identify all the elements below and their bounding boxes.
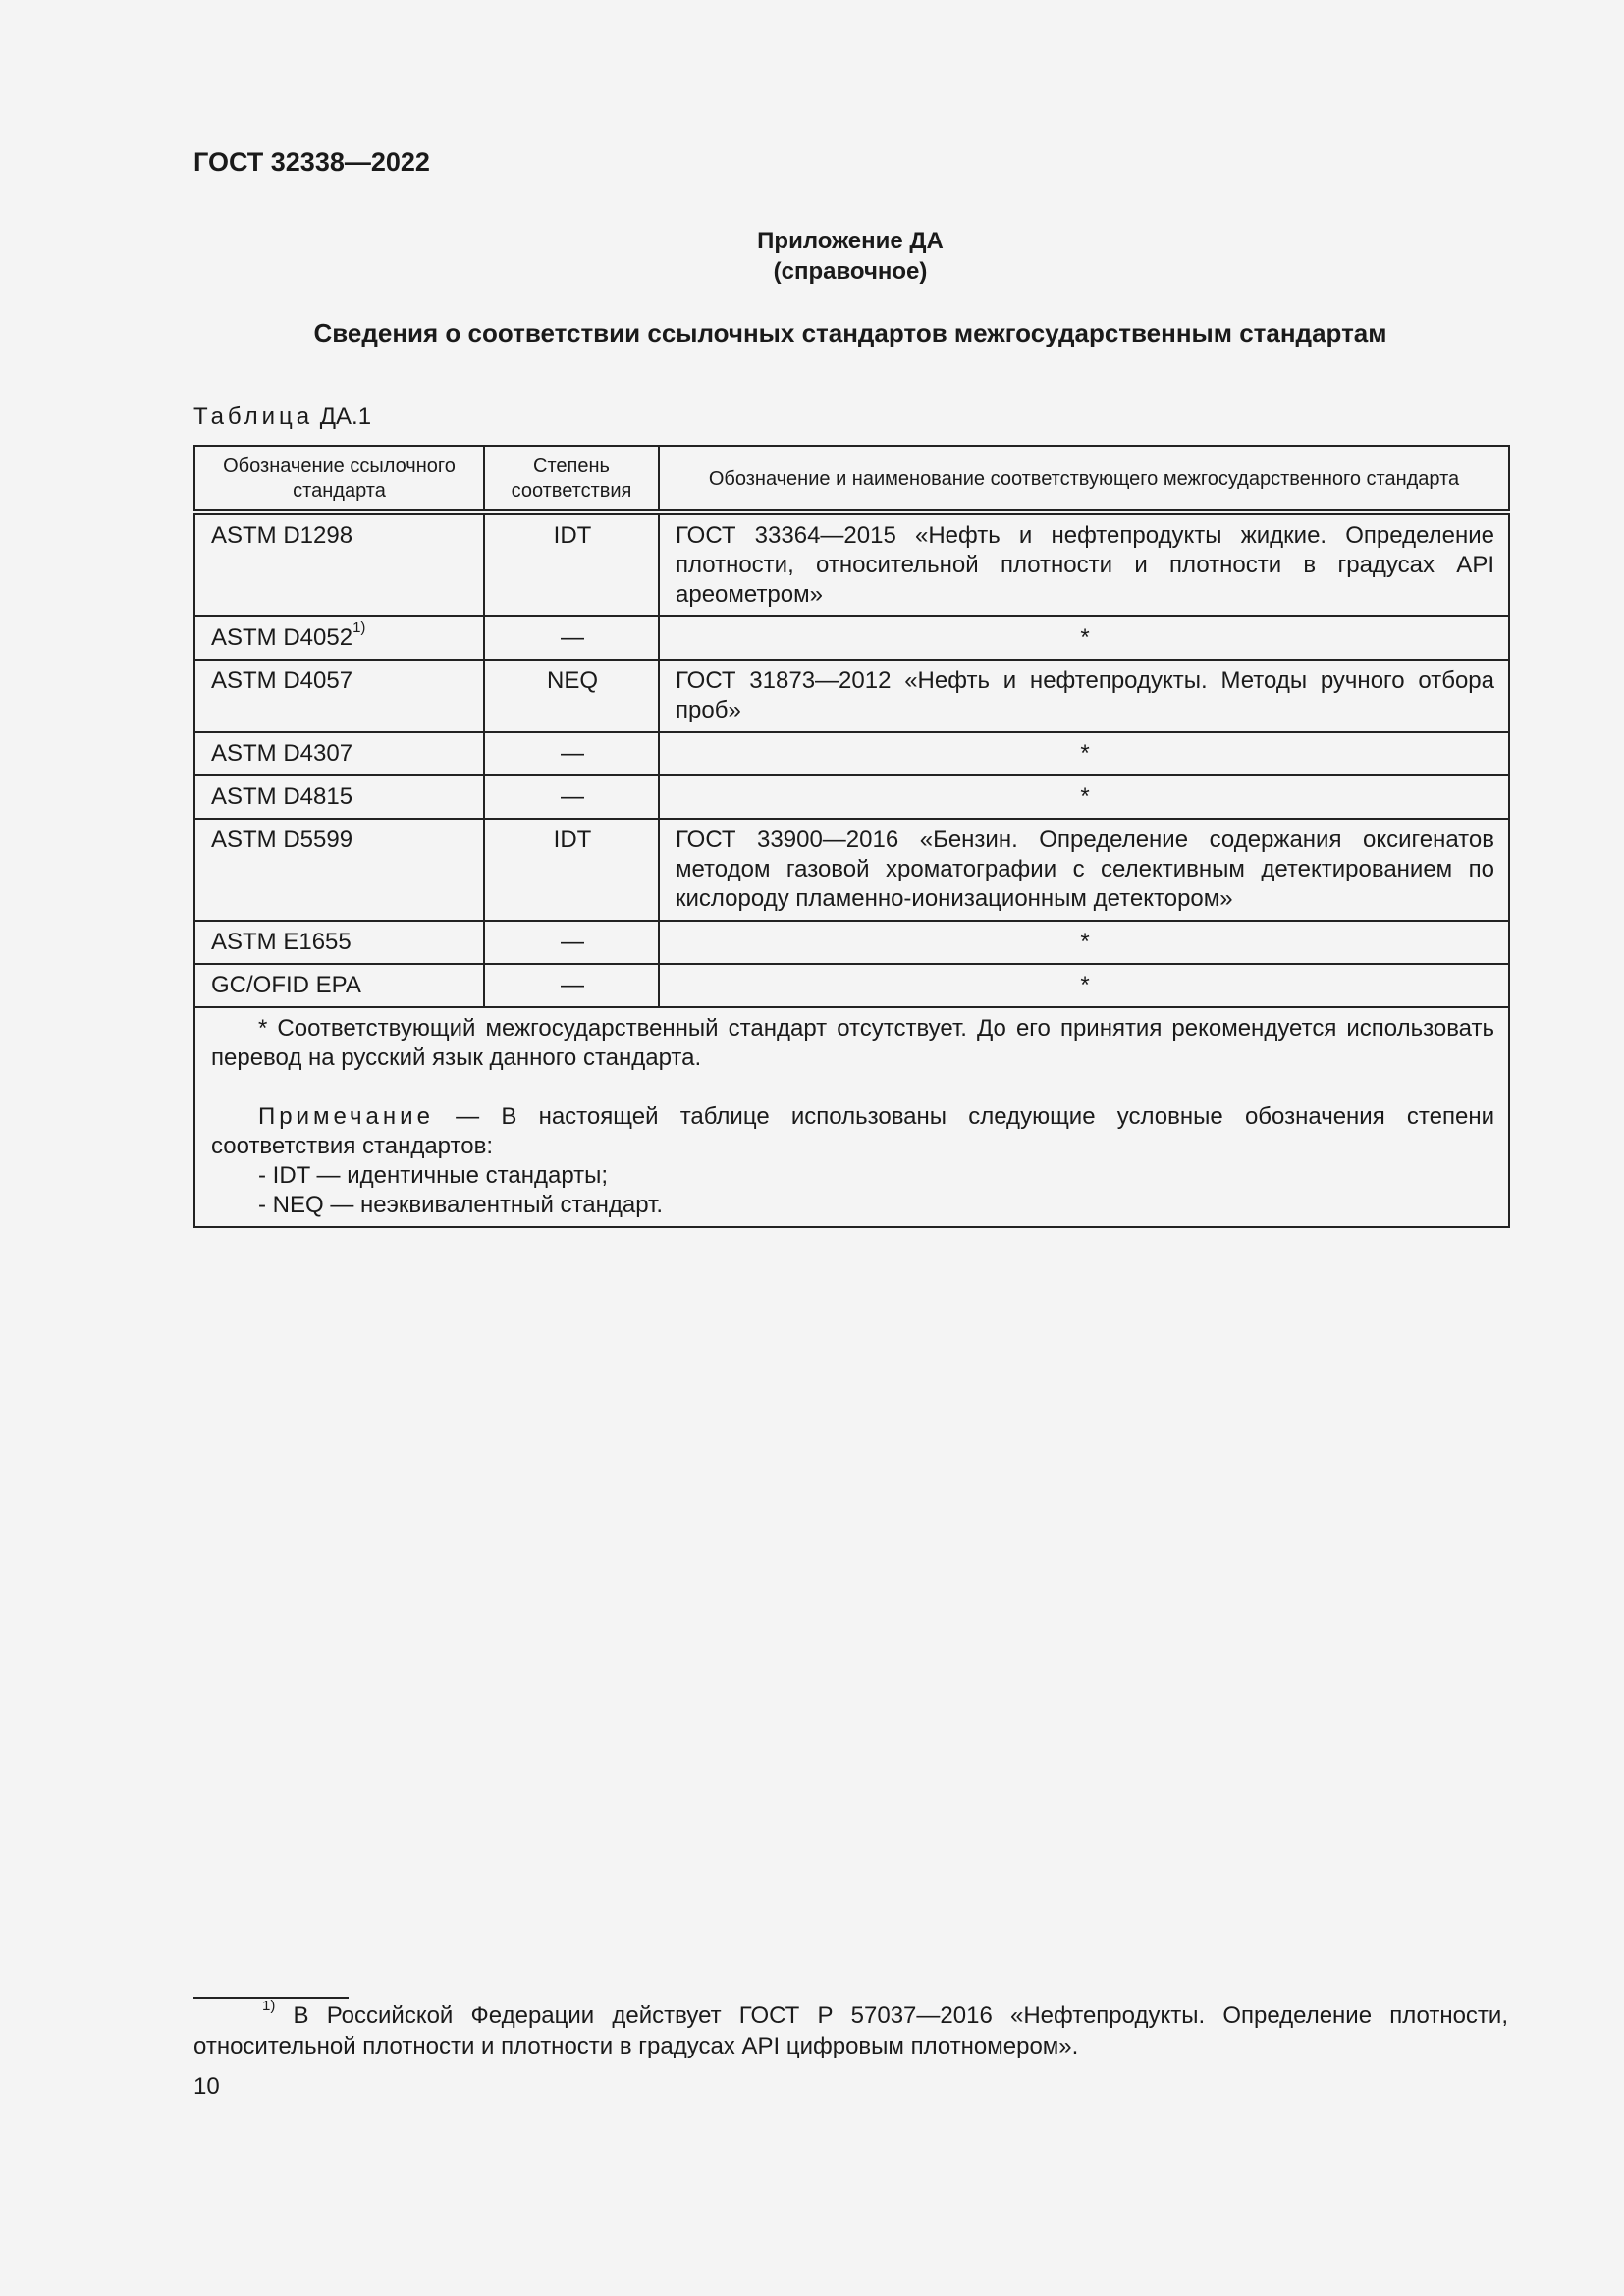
table-row	[194, 732, 1509, 775]
appendix-subtitle: (справочное)	[773, 258, 928, 285]
table-notes	[194, 1007, 1509, 1227]
header-degree: Степень соответствия	[484, 446, 659, 512]
table-caption	[193, 403, 371, 431]
degree-cell: —	[484, 775, 659, 819]
header-interstate-standard: Обозначение и наименование соответствующего межгосударственного стандарта	[659, 446, 1509, 512]
note-paragraph	[211, 1102, 1494, 1161]
table-row	[194, 921, 1509, 964]
note-text: — В настоящей таблице использованы следующие условные обозначения степени соответствия стандартов:	[211, 1103, 1494, 1159]
degree-cell: —	[484, 616, 659, 660]
ref-standard: ASTM D4052	[211, 624, 353, 651]
interstate-standard-cell: *	[659, 921, 1509, 964]
note-item: - NEQ — неэквивалентный стандарт.	[258, 1192, 664, 1218]
ref-standard-cell	[194, 512, 484, 616]
interstate-standard-cell: *	[659, 616, 1509, 660]
table-row	[194, 964, 1509, 1007]
ref-standard-cell	[194, 775, 484, 819]
interstate-standard-cell: ГОСТ 33900—2016 «Бензин. Определение содержания оксигенатов методом газовой хроматографии с селективным детектированием по кислороду пламенно-ионизационным детектором»	[659, 819, 1509, 921]
ref-standard: GC/OFID EPA	[211, 972, 361, 998]
note-list	[211, 1161, 1494, 1220]
table-row	[194, 819, 1509, 921]
ref-standard: ASTM D4057	[211, 667, 353, 694]
ref-standard-cell	[194, 732, 484, 775]
star-note: * Соответствующий межгосударственный стандарт отсутствует. До его принятия рекомендуется использовать перевод на русский язык данного стандарта.	[211, 1015, 1494, 1071]
table-notes-row	[194, 1007, 1509, 1227]
header-ref-standard: Обозначение ссылочного стандарта	[194, 446, 484, 512]
ref-standard: ASTM D4307	[211, 740, 353, 767]
footnote-mark: 1)	[262, 1998, 276, 2014]
degree-cell: —	[484, 964, 659, 1007]
degree-cell: —	[484, 921, 659, 964]
table-caption-number: ДА.1	[319, 403, 372, 430]
degree-cell: NEQ	[484, 660, 659, 732]
table-row	[194, 512, 1509, 616]
ref-standard-cell	[194, 660, 484, 732]
footnote-ref-mark: 1)	[352, 619, 366, 636]
ref-standard-cell	[194, 921, 484, 964]
standards-table	[193, 445, 1510, 1228]
table-caption-label: Таблица	[193, 403, 314, 430]
ref-standard: ASTM E1655	[211, 929, 352, 955]
ref-standard: ASTM D5599	[211, 827, 353, 853]
degree-cell: —	[484, 732, 659, 775]
note-item: - IDT — идентичные стандарты;	[258, 1162, 609, 1189]
table-row	[194, 660, 1509, 732]
footnote-text: В Российской Федерации действует ГОСТ Р 57037—2016 «Нефтепродукты. Определение плотности, относительной плотности и плотности в градусах API цифровым плотномером».	[193, 2002, 1508, 2059]
degree-cell: IDT	[484, 512, 659, 616]
interstate-standard-cell: ГОСТ 33364—2015 «Нефть и нефтепродукты жидкие. Определение плотности, относительной плотности и плотности в градусах API ареометром»	[659, 512, 1509, 616]
ref-standard-cell	[194, 616, 484, 660]
interstate-standard-cell: *	[659, 732, 1509, 775]
footnote	[193, 1998, 1508, 2061]
table-header-row	[194, 446, 1509, 512]
document-code: ГОСТ 32338—2022	[193, 147, 430, 177]
appendix-title: Приложение ДА	[757, 228, 944, 254]
ref-standard: ASTM D1298	[211, 522, 353, 549]
table-row	[194, 616, 1509, 660]
ref-standard: ASTM D4815	[211, 783, 353, 810]
ref-standard-cell	[194, 964, 484, 1007]
interstate-standard-cell: *	[659, 775, 1509, 819]
ref-standard-cell	[194, 819, 484, 921]
appendix-heading	[193, 226, 1507, 287]
note-label: Примечание	[258, 1103, 434, 1130]
degree-cell: IDT	[484, 819, 659, 921]
table-row	[194, 775, 1509, 819]
section-title: Сведения о соответствии ссылочных стандартов межгосударственным стандартам	[313, 318, 1387, 347]
interstate-standard-cell: ГОСТ 31873—2012 «Нефть и нефтепродукты. Методы ручного отбора проб»	[659, 660, 1509, 732]
interstate-standard-cell: *	[659, 964, 1509, 1007]
page-number: 10	[193, 2073, 220, 2100]
